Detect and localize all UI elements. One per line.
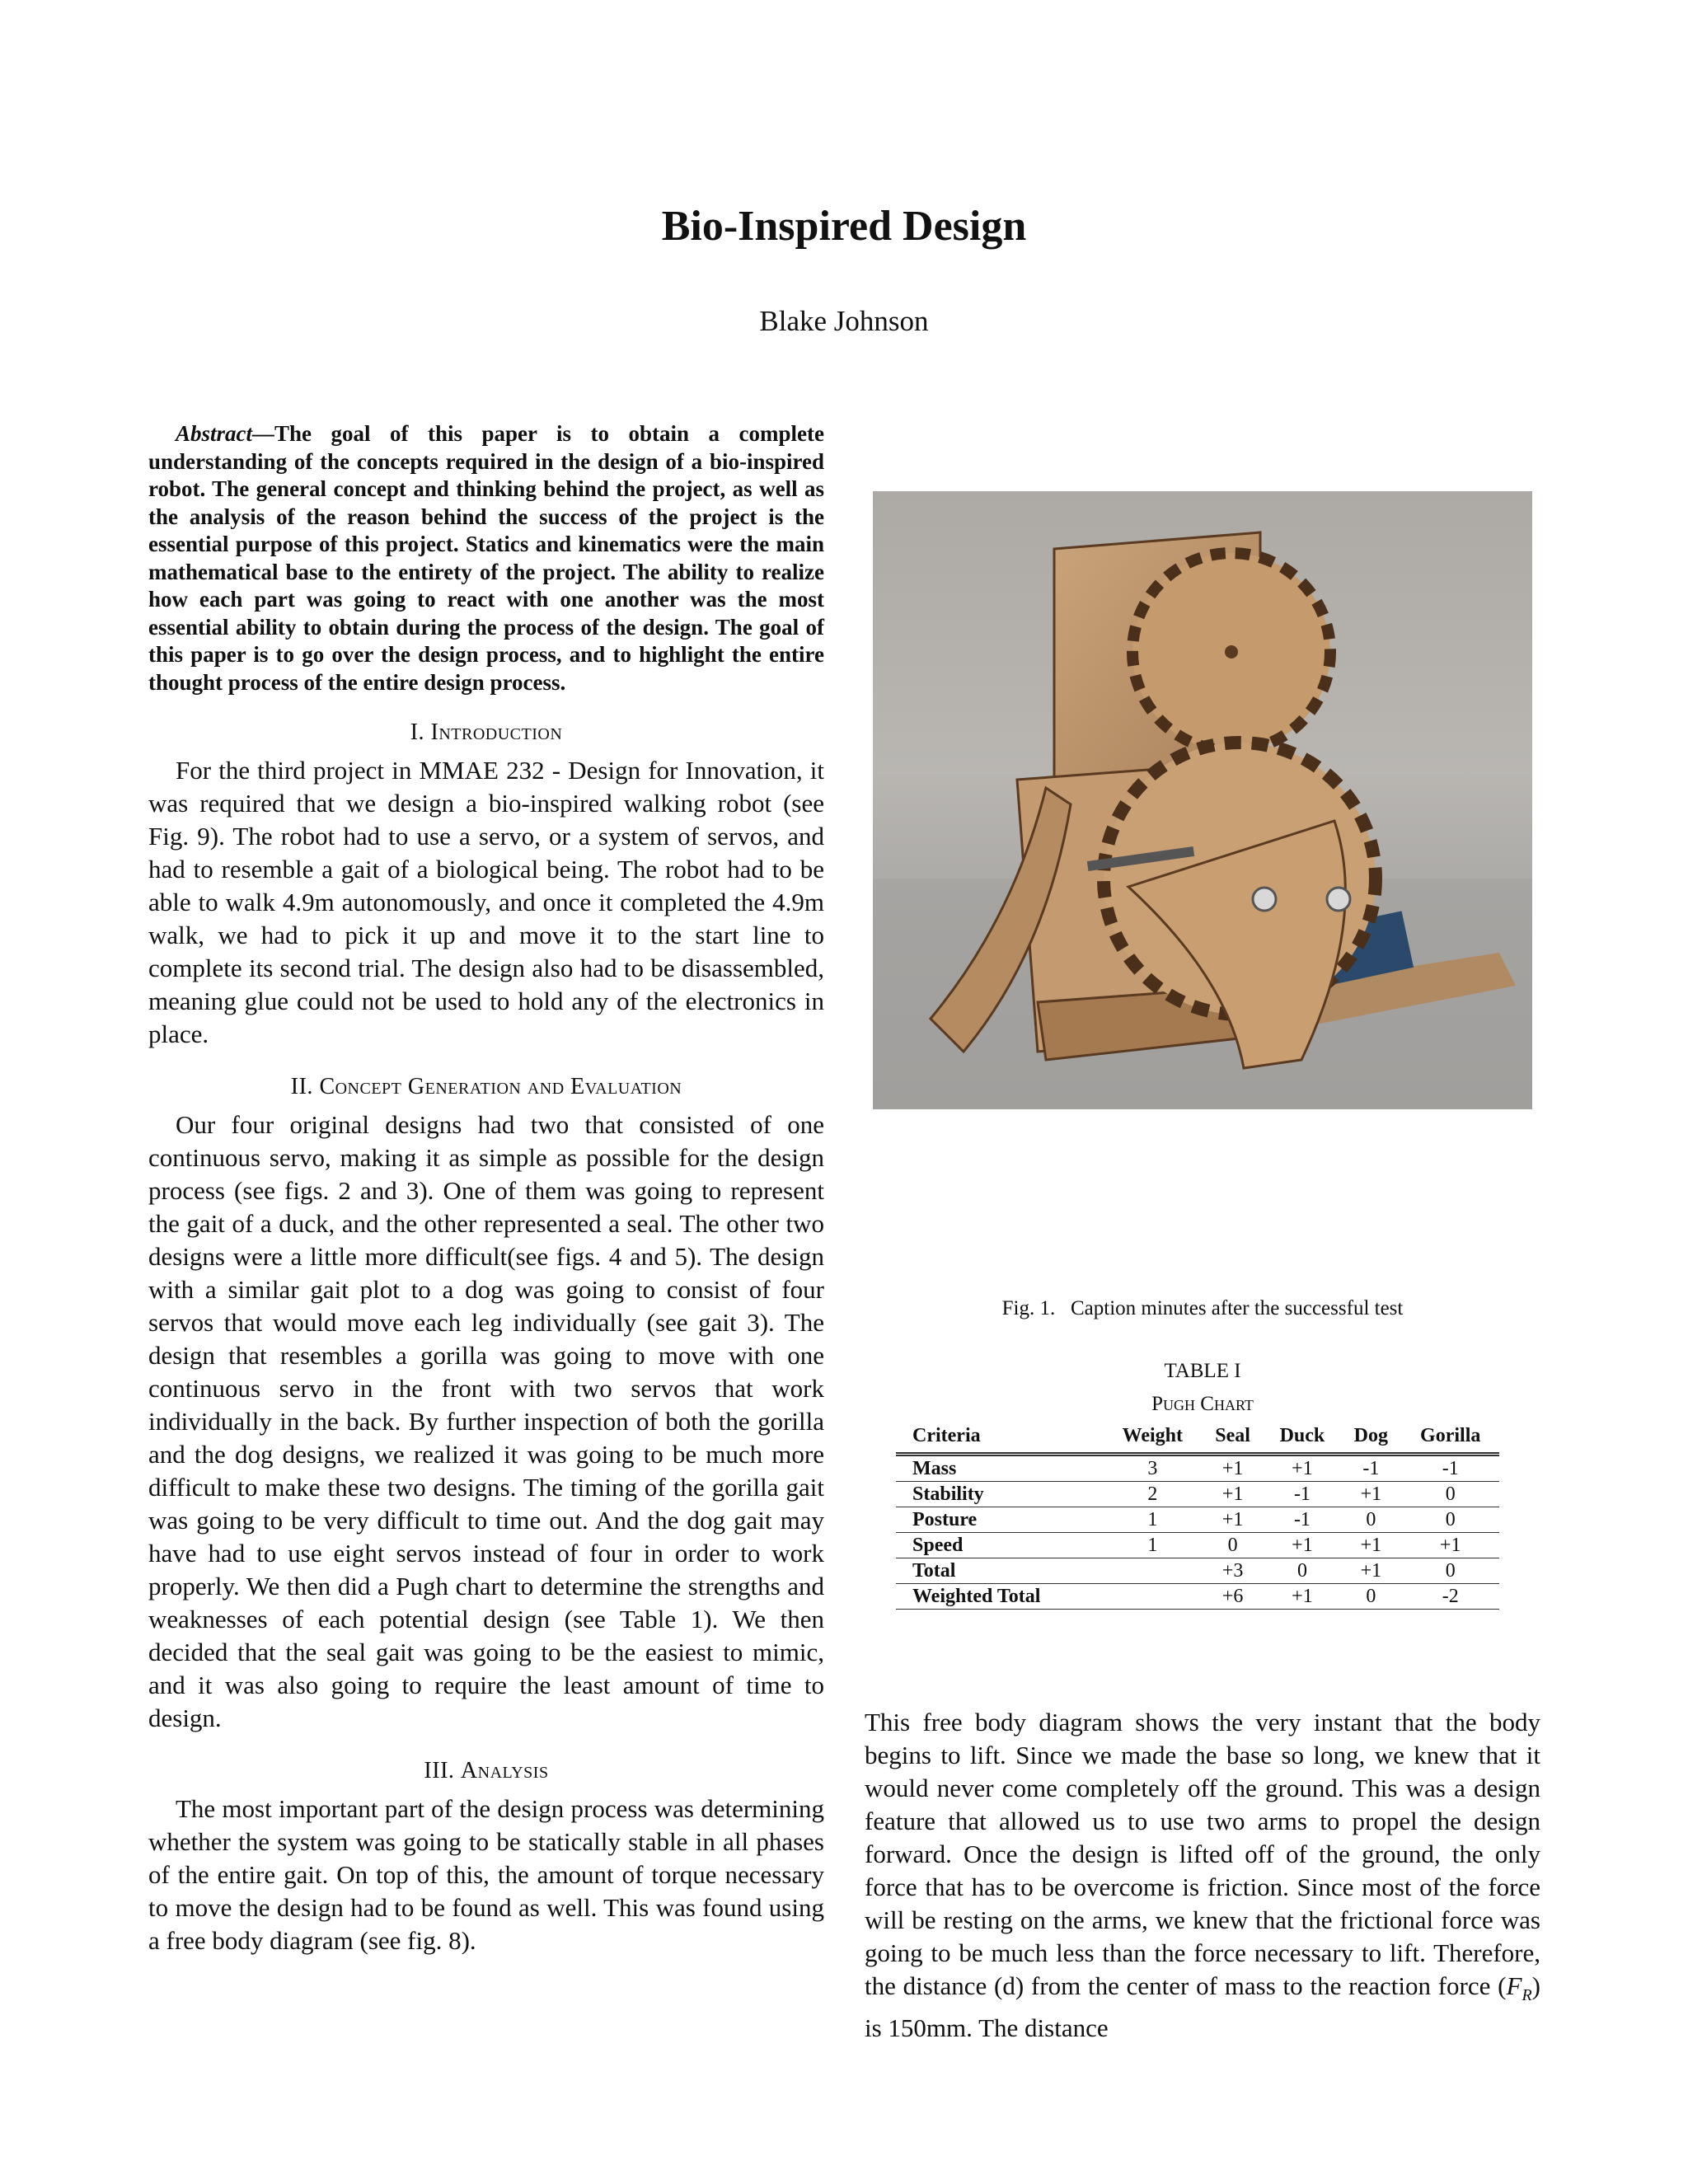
- table-row: [896, 1455, 1499, 1482]
- table-cell: 2: [1104, 1482, 1202, 1507]
- author-name: Blake Johnson: [759, 305, 929, 337]
- abstract-label: Abstract—: [176, 421, 275, 446]
- table-cell: Posture: [896, 1507, 1104, 1533]
- paragraph-text-end: ) is 150mm. The distance: [865, 1971, 1540, 2043]
- bolt-icon: [1253, 888, 1276, 911]
- analysis-text: The most important part of the design process was determining whether the system was going to be statically stable in all phases of the entire gait. On top of this, the amount of torque necessary to move the design had to be found as well. This was found using a free body diagram (see fig. 8).: [148, 1794, 824, 1955]
- free-body-diagram-paragraph: [865, 1706, 1540, 2045]
- table-cell: -1: [1340, 1455, 1401, 1482]
- table-cell: +1: [1264, 1584, 1341, 1610]
- table-cell: 0: [1264, 1558, 1341, 1584]
- section-title: Concept Generation and Evaluation: [319, 1074, 682, 1099]
- table-cell: 0: [1202, 1533, 1264, 1558]
- table-title: Pugh Chart: [1151, 1393, 1254, 1415]
- table-header: Dog: [1353, 1425, 1389, 1446]
- table-cell: [1104, 1558, 1202, 1584]
- table-cell: [1104, 1584, 1202, 1610]
- table-cell: +1: [1202, 1455, 1264, 1482]
- table-header: Duck: [1279, 1425, 1325, 1446]
- robot-illustration: [873, 491, 1532, 1109]
- abstract: [148, 420, 824, 696]
- table-cell: 3: [1104, 1455, 1202, 1482]
- section-number: I.: [410, 719, 425, 745]
- concept-text: Our four original designs had two that consisted of one continuous servo, making it as simple as possible for the design process (see figs. 2 and 3). One of them was going to represent the gait of a duck, and the other represented a seal. The other two designs were a little more difficult(see figs. 4 and 5). The design with a similar gait plot to a dog was going to consist of four servos that would move each leg individually (see gait 3). The design that resembles a gorilla was going to move with one continuous servo in the front with two servos that work individually in the back. By further inspection of both the gorilla and the dog designs, we realized it was going to be much more difficult to make these two designs. The timing of the gorilla gait was going to be very difficult to time out. And the dog gait may have had to use eight servos instead of four in order to work properly. We then did a Pugh chart to determine the strengths and weaknesses of each potential design (see Table 1). We then decided that the seal gait was going to be the easiest to mimic, and it was also going to require the least amount of time to design.: [148, 1110, 824, 1732]
- table-cell: -1: [1401, 1455, 1499, 1482]
- table-cell: 0: [1401, 1507, 1499, 1533]
- section-number: III.: [424, 1758, 455, 1783]
- section-title: Analysis: [460, 1758, 549, 1783]
- right-column-text: [865, 1706, 1540, 2045]
- figure-caption-label: Fig. 1.: [1001, 1297, 1056, 1319]
- table-cell: +1: [1340, 1558, 1401, 1584]
- table-cell: Mass: [896, 1455, 1104, 1482]
- robot-photo: [873, 491, 1532, 1109]
- table-row: [896, 1482, 1499, 1507]
- figure-caption-text: Caption minutes after the successful test: [1070, 1297, 1404, 1319]
- table-cell: -2: [1401, 1584, 1499, 1610]
- table-row: [896, 1507, 1499, 1533]
- table-cell: 0: [1401, 1558, 1499, 1584]
- abstract-text: The goal of this paper is to obtain a complete understanding of the concepts required in the design of a bio-inspired robot. The general concept and thinking behind the project, as well as the analysis of the reason behind the success of the project is the essential purpose of this project. Statics and kinematics were the main mathematical base to the entirety of the project. The ability to realize how each part was going to react with one another was the most essential ability to obtain during the process of the design. The goal of this paper is to go over the design process, and to highlight the entire thought process of the entire design process.: [148, 421, 824, 695]
- table-header-row: [896, 1422, 1499, 1455]
- introduction-text: For the third project in MMAE 232 - Design for Innovation, it was required that we design a bio-inspired walking robot (see Fig. 9). The robot had to use a servo, or a system of servos, and had to resemble a gait of a biological being. The robot had to be able to walk 4.9m autonomously, and once it completed the 4.9m walk, we had to pick it up and move it to the start line to complete its second trial. The design also had to be disassembled, meaning glue could not be used to hold any of the electronics in place.: [148, 756, 824, 1048]
- table-cell: +1: [1202, 1507, 1264, 1533]
- figure-caption: [865, 1297, 1540, 1320]
- table-cell: +3: [1202, 1558, 1264, 1584]
- section-heading-concept: [148, 1074, 824, 1100]
- force-variable: F: [1506, 1971, 1522, 2000]
- section-heading-analysis: [148, 1758, 824, 1784]
- table-cell: Total: [896, 1558, 1104, 1584]
- table-cell: +1: [1202, 1482, 1264, 1507]
- section-title: Introduction: [430, 719, 563, 745]
- table-cell: Weighted Total: [896, 1584, 1104, 1610]
- table-cell: 1: [1104, 1507, 1202, 1533]
- bolt-icon: [1327, 888, 1350, 911]
- paper-title: Bio-Inspired Design: [661, 203, 1027, 250]
- table-cell: Speed: [896, 1533, 1104, 1558]
- pugh-chart-table: [896, 1422, 1499, 1610]
- table-cell: +6: [1202, 1584, 1264, 1610]
- table-cell: Stability: [896, 1482, 1104, 1507]
- section-number: II.: [290, 1074, 313, 1099]
- table-header: Gorilla: [1420, 1425, 1481, 1446]
- table-cell: 1: [1104, 1533, 1202, 1558]
- table-cell: +1: [1264, 1455, 1341, 1482]
- upper-gear: [1132, 553, 1330, 751]
- table-row: [896, 1584, 1499, 1610]
- table-cell: 0: [1340, 1584, 1401, 1610]
- table-cell: +1: [1340, 1482, 1401, 1507]
- table-number: TABLE I: [1164, 1360, 1241, 1382]
- table-cell: 0: [1340, 1507, 1401, 1533]
- table-cell: +1: [1401, 1533, 1499, 1558]
- force-subscript: R: [1522, 1986, 1532, 2005]
- left-column: [148, 420, 824, 1957]
- table-row: [896, 1533, 1499, 1558]
- table-header: Criteria: [912, 1425, 981, 1446]
- table-header: Weight: [1122, 1425, 1184, 1446]
- section-heading-introduction: [148, 719, 824, 746]
- table-cell: +1: [1340, 1533, 1401, 1558]
- table-cell: -1: [1264, 1507, 1341, 1533]
- table-row: [896, 1558, 1499, 1584]
- paragraph-text: This free body diagram shows the very instant that the body begins to lift. Since we made the base so long, we knew that it would never come completely off the ground. This was a design feature that allowed us to use two arms to propel the design forward. Once the design is lifted off of the ground, the only force that has to be overcome is friction. Since most of the force will be resting on the arms, we knew that the frictional force was going to be much less than the force necessary to lift. Therefore, the distance (d) from the center of mass to the reaction force (: [865, 1708, 1540, 2000]
- table-cell: 0: [1401, 1482, 1499, 1507]
- table-header: Seal: [1215, 1425, 1250, 1446]
- table-cell: +1: [1264, 1533, 1341, 1558]
- table-cell: -1: [1264, 1482, 1341, 1507]
